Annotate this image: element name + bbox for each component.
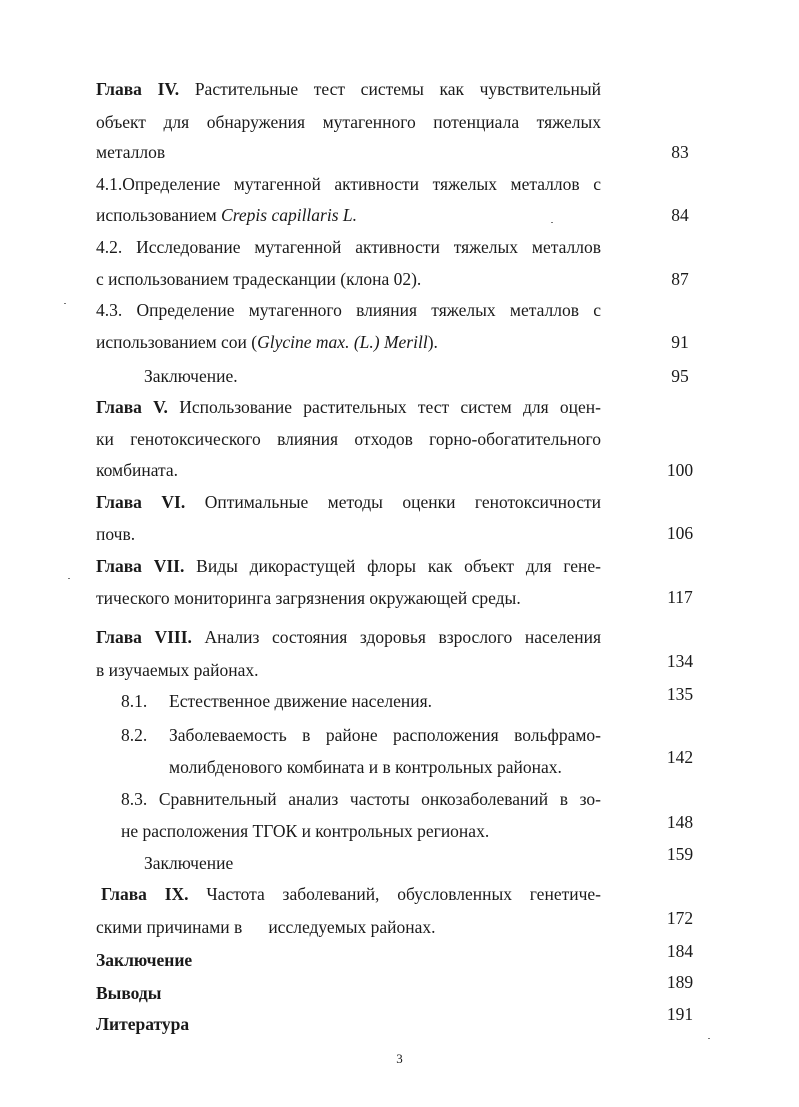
toc-s83-line2: не расположения ТГОК и контрольных регионах. — [121, 821, 490, 841]
toc-s41-species: Crepis capillaris L. — [221, 205, 358, 225]
toc-ch8-title-part1: Анализ состояния здоровья взрослого населения — [204, 627, 601, 647]
toc-concl8-page: 159 — [666, 844, 694, 864]
toc-ch8-label: Глава VIII. — [96, 627, 192, 647]
scan-speck — [68, 578, 70, 579]
scan-speck — [551, 222, 553, 223]
toc-s81-title: Естественное движение населения. — [169, 691, 433, 711]
toc-concl8: Заключение — [144, 853, 234, 873]
toc-ch4-page: 83 — [671, 142, 689, 162]
scan-speck — [708, 1038, 710, 1039]
toc-s81-number: 8.1. — [121, 691, 148, 711]
toc-ch4-line1 — [96, 78, 601, 100]
toc-ch7-line2: тического мониторинга загрязнения окружающей среды. — [96, 588, 521, 608]
toc-ch5-line3: комбината. — [96, 460, 179, 480]
toc-findings: Выводы — [96, 983, 162, 1003]
toc-ch6-page: 106 — [666, 523, 694, 543]
toc-s82-number: 8.2. — [121, 725, 148, 745]
toc-ch5-title-part1: Использование растительных тест систем для оцен- — [179, 397, 601, 417]
toc-ch4-title-part1: Растительные тест системы как чувствительный — [194, 79, 601, 99]
toc-ch8-page: 134 — [666, 651, 694, 671]
scan-speck — [64, 303, 66, 304]
toc-ch9-line2 — [96, 916, 601, 938]
toc-s82-line2: молибденового комбината и в контрольных районах. — [169, 757, 562, 777]
toc-s83-line1: 8.3. Сравнительный анализ частоты онкозаболеваний в зо- — [121, 789, 601, 809]
toc-ch6-line2: почв. — [96, 524, 136, 544]
toc-ch6-line1 — [96, 491, 601, 513]
toc-ch7-page: 117 — [667, 587, 693, 607]
toc-s41-text: использованием — [96, 205, 222, 225]
toc-ch5-label: Глава V. — [96, 397, 168, 417]
toc-s82-page: 142 — [666, 747, 694, 767]
toc-s43-line2 — [96, 331, 601, 353]
toc-s43-species: Glycine max. (L.) Merill — [257, 332, 428, 352]
toc-ch9-title-part2b: исследуемых районах. — [268, 917, 436, 937]
toc-ch7-label: Глава VII. — [96, 556, 185, 576]
toc-s83-page: 148 — [666, 812, 694, 832]
toc-ch7-line1 — [96, 555, 601, 577]
toc-concl4-page: 95 — [671, 366, 689, 386]
toc-ch7-title-part1: Виды дикорастущей флоры как объект для гене- — [196, 556, 601, 576]
toc-s42-line1: 4.2. Исследование мутагенной активности тяжелых металлов — [96, 237, 601, 257]
toc-ch9-page: 172 — [666, 908, 694, 928]
page-number: 3 — [396, 1051, 403, 1066]
toc-s43-close: ). — [427, 332, 438, 352]
toc-ch9-title-part2a: скими причинами в — [96, 917, 243, 937]
toc-concl4: Заключение. — [144, 366, 238, 386]
toc-s82-line1: Заболеваемость в районе расположения вольфрамо- — [169, 725, 601, 745]
toc-ch4-label: Глава IV. — [96, 79, 180, 99]
toc-s43-text: использованием сои ( — [96, 332, 258, 352]
toc-literature: Литература — [96, 1014, 190, 1034]
toc-ch4-line2: объект для обнаружения мутагенного потенциала тяжелых — [96, 112, 601, 132]
toc-ch9-label: Глава IX. — [101, 884, 189, 904]
toc-ch8-line2: в изучаемых районах. — [96, 660, 259, 680]
toc-s42-line2: с использованием традесканции (клона 02). — [96, 269, 422, 289]
toc-findings-page: 189 — [666, 972, 694, 992]
toc-conclusion: Заключение — [96, 950, 193, 970]
toc-ch6-title-part1: Оптимальные методы оценки генотоксичности — [204, 492, 601, 512]
toc-ch9-title-part1: Частота заболеваний, обусловленных генетиче- — [206, 884, 601, 904]
toc-ch8-line1 — [96, 626, 601, 648]
toc-ch5-page: 100 — [666, 460, 694, 480]
toc-literature-page: 191 — [666, 1004, 694, 1024]
toc-ch6-label: Глава VI. — [96, 492, 186, 512]
toc-ch5-line1 — [96, 396, 601, 418]
toc-s81-page: 135 — [666, 684, 694, 704]
toc-s42-page: 87 — [671, 269, 689, 289]
toc-s41-line2 — [96, 204, 601, 226]
toc-s43-page: 91 — [671, 332, 689, 352]
toc-ch5-line2: ки генотоксического влияния отходов горно-обогатительного — [96, 429, 601, 449]
toc-ch4-line3: металлов — [96, 142, 166, 162]
toc-ch9-line1 — [101, 883, 601, 905]
toc-s41-line1: 4.1.Определение мутагенной активности тяжелых металлов с — [96, 174, 601, 194]
toc-s43-line1: 4.3. Определение мутагенного влияния тяжелых металлов с — [96, 300, 601, 320]
toc-s41-page: 84 — [671, 205, 689, 225]
toc-conclusion-page: 184 — [666, 941, 694, 961]
